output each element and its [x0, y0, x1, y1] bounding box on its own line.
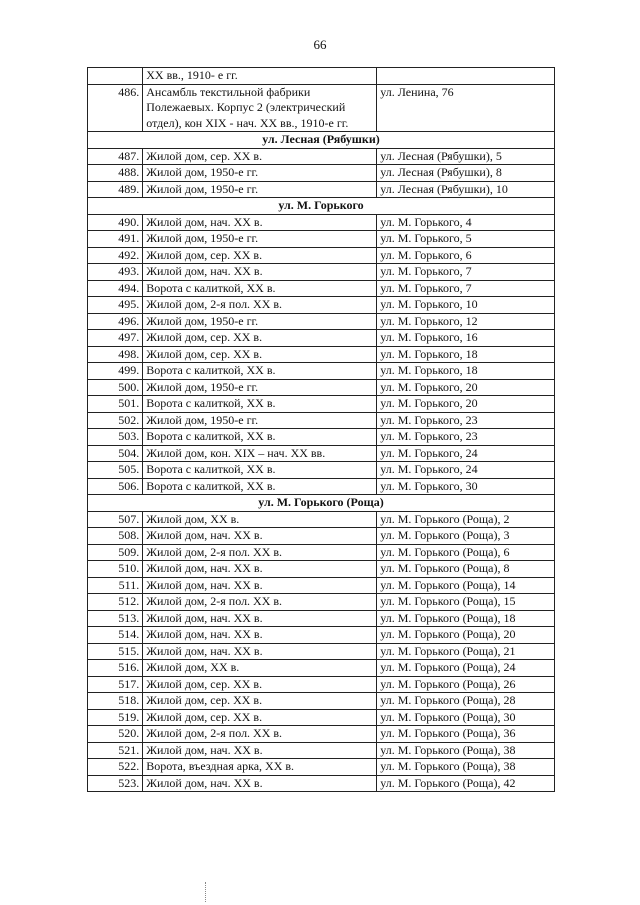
table-row: [88, 247, 555, 264]
object-name: Жилой дом, 1950-е гг.: [143, 412, 377, 429]
object-name: Ворота с калиткой, XX в.: [143, 280, 377, 297]
object-address: ул. М. Горького (Роща), 21: [377, 643, 555, 660]
object-address: ул. М. Горького (Роща), 24: [377, 660, 555, 677]
table-row: [88, 742, 555, 759]
object-address: ул. Лесная (Рябушки), 10: [377, 181, 555, 198]
object-address: ул. М. Горького (Роща), 38: [377, 742, 555, 759]
row-number: 519.: [88, 709, 143, 726]
object-name: Жилой дом, нач. XX в.: [143, 610, 377, 627]
object-address: ул. М. Горького (Роща), 14: [377, 577, 555, 594]
object-address: [377, 68, 555, 85]
object-name: Жилой дом, нач. XX в.: [143, 561, 377, 578]
object-name: Жилой дом, сер. XX в.: [143, 693, 377, 710]
object-name: Жилой дом, сер. XX в.: [143, 247, 377, 264]
object-name: Жилой дом, нач. XX в.: [143, 627, 377, 644]
object-address: ул. М. Горького, 5: [377, 231, 555, 248]
object-address: ул. М. Горького (Роща), 36: [377, 726, 555, 743]
object-address: ул. М. Горького, 7: [377, 280, 555, 297]
section-title: ул. М. Горького (Роща): [88, 495, 555, 512]
object-name: Жилой дом, 1950-е гг.: [143, 313, 377, 330]
object-address: ул. М. Горького (Роща), 15: [377, 594, 555, 611]
object-name: Жилой дом, нач. XX в.: [143, 742, 377, 759]
row-number: 488.: [88, 165, 143, 182]
table-row: [88, 148, 555, 165]
table-row: [88, 709, 555, 726]
object-name: Жилой дом, 2-я пол. XX в.: [143, 726, 377, 743]
row-number: 515.: [88, 643, 143, 660]
table-row: [88, 396, 555, 413]
row-number: 520.: [88, 726, 143, 743]
object-name: Жилой дом, XX в.: [143, 660, 377, 677]
table-row: [88, 462, 555, 479]
row-number: 491.: [88, 231, 143, 248]
row-number: 507.: [88, 511, 143, 528]
row-number: 508.: [88, 528, 143, 545]
object-name: Жилой дом, нач. XX в.: [143, 643, 377, 660]
object-name: Ансамбль текстильной фабрики Полежаевых. Корпус 2 (электрический отдел), кон XIX - нач. XX вв., 1910-е гг.: [143, 84, 377, 132]
table-row: [88, 759, 555, 776]
table-row: [88, 726, 555, 743]
section-title: ул. М. Горького: [88, 198, 555, 215]
table-row: [88, 181, 555, 198]
object-address: ул. М. Горького (Роща), 20: [377, 627, 555, 644]
row-number: 492.: [88, 247, 143, 264]
table-row: [88, 445, 555, 462]
object-name: Жилой дом, сер. XX в.: [143, 676, 377, 693]
object-name: Жилой дом, 1950-е гг.: [143, 379, 377, 396]
table-row: [88, 627, 555, 644]
row-number: 512.: [88, 594, 143, 611]
object-address: ул. М. Горького, 10: [377, 297, 555, 314]
row-number: 495.: [88, 297, 143, 314]
row-number: 518.: [88, 693, 143, 710]
section-header-row: [88, 132, 555, 149]
object-address: ул. М. Горького, 23: [377, 429, 555, 446]
table-row: [88, 528, 555, 545]
object-address: ул. М. Горького, 16: [377, 330, 555, 347]
object-name: Жилой дом, 2-я пол. XX в.: [143, 297, 377, 314]
row-number: 509.: [88, 544, 143, 561]
section-title: ул. Лесная (Рябушки): [88, 132, 555, 149]
object-address: ул. М. Горького, 18: [377, 363, 555, 380]
row-number: 494.: [88, 280, 143, 297]
object-name: Жилой дом, нач. XX в.: [143, 214, 377, 231]
table-row: [88, 610, 555, 627]
table-row: [88, 297, 555, 314]
object-name: Жилой дом, нач. XX в.: [143, 775, 377, 792]
row-number: 523.: [88, 775, 143, 792]
object-address: ул. М. Горького, 7: [377, 264, 555, 281]
object-name: Жилой дом, кон. XIX – нач. XX вв.: [143, 445, 377, 462]
object-address: ул. М. Горького, 4: [377, 214, 555, 231]
object-address: ул. М. Горького, 24: [377, 445, 555, 462]
table-row: [88, 693, 555, 710]
object-name: Жилой дом, нач. XX в.: [143, 264, 377, 281]
object-name: XX вв., 1910- е гг.: [143, 68, 377, 85]
object-address: ул. М. Горького (Роща), 3: [377, 528, 555, 545]
table-row: [88, 478, 555, 495]
object-name: Жилой дом, сер. XX в.: [143, 709, 377, 726]
object-address: ул. М. Горького, 20: [377, 379, 555, 396]
object-name: Жилой дом, сер. XX в.: [143, 330, 377, 347]
row-number: 516.: [88, 660, 143, 677]
object-address: ул. М. Горького, 6: [377, 247, 555, 264]
scan-artifact: [205, 882, 208, 902]
row-number: 497.: [88, 330, 143, 347]
table-row: [88, 594, 555, 611]
object-address: ул. М. Горького (Роща), 38: [377, 759, 555, 776]
object-name: Ворота с калиткой, XX в.: [143, 429, 377, 446]
object-name: Жилой дом, нач. XX в.: [143, 577, 377, 594]
object-address: ул. Лесная (Рябушки), 8: [377, 165, 555, 182]
heritage-registry-table: [87, 67, 555, 792]
row-number: 511.: [88, 577, 143, 594]
table-row: [88, 264, 555, 281]
object-name: Жилой дом, 1950-е гг.: [143, 181, 377, 198]
object-name: Ворота с калиткой, XX в.: [143, 478, 377, 495]
table-row: [88, 68, 555, 85]
table-row: [88, 412, 555, 429]
table-row: [88, 165, 555, 182]
table-row: [88, 660, 555, 677]
object-name: Жилой дом, 2-я пол. XX в.: [143, 544, 377, 561]
row-number: 493.: [88, 264, 143, 281]
object-address: ул. Ленина, 76: [377, 84, 555, 132]
object-name: Жилой дом, 2-я пол. XX в.: [143, 594, 377, 611]
section-header-row: [88, 495, 555, 512]
object-name: Жилой дом, 1950-е гг.: [143, 231, 377, 248]
row-number: 490.: [88, 214, 143, 231]
object-address: ул. М. Горького (Роща), 8: [377, 561, 555, 578]
table-row: [88, 577, 555, 594]
row-number: 505.: [88, 462, 143, 479]
object-address: ул. М. Горького, 20: [377, 396, 555, 413]
row-number: 489.: [88, 181, 143, 198]
object-address: ул. М. Горького (Роща), 26: [377, 676, 555, 693]
row-number: 513.: [88, 610, 143, 627]
page-number: 66: [313, 37, 327, 52]
object-address: ул. М. Горького (Роща), 42: [377, 775, 555, 792]
table-row: [88, 561, 555, 578]
object-name: Жилой дом, сер. XX в.: [143, 346, 377, 363]
object-name: Ворота с калиткой, XX в.: [143, 462, 377, 479]
row-number: 501.: [88, 396, 143, 413]
row-number: 496.: [88, 313, 143, 330]
table-row: [88, 330, 555, 347]
table-row: [88, 643, 555, 660]
object-name: Ворота с калиткой, XX в.: [143, 396, 377, 413]
row-number: 521.: [88, 742, 143, 759]
object-address: ул. М. Горького (Роща), 6: [377, 544, 555, 561]
object-address: ул. М. Горького, 18: [377, 346, 555, 363]
object-address: ул. М. Горького (Роща), 30: [377, 709, 555, 726]
object-name: Жилой дом, XX в.: [143, 511, 377, 528]
row-number: 500.: [88, 379, 143, 396]
table-row: [88, 313, 555, 330]
object-name: Жилой дом, 1950-е гг.: [143, 165, 377, 182]
table-row: [88, 363, 555, 380]
row-number: 487.: [88, 148, 143, 165]
object-name: Ворота с калиткой, XX в.: [143, 363, 377, 380]
table-row: [88, 280, 555, 297]
object-address: ул. М. Горького, 24: [377, 462, 555, 479]
table-row: [88, 214, 555, 231]
row-number: 510.: [88, 561, 143, 578]
object-name: Жилой дом, нач. XX в.: [143, 528, 377, 545]
object-address: ул. М. Горького, 12: [377, 313, 555, 330]
object-address: ул. М. Горького (Роща), 18: [377, 610, 555, 627]
registry-body: [88, 68, 555, 792]
row-number: 498.: [88, 346, 143, 363]
table-row: [88, 429, 555, 446]
table-row: [88, 346, 555, 363]
table-row: [88, 379, 555, 396]
row-number: 506.: [88, 478, 143, 495]
row-number: [88, 68, 143, 85]
object-address: ул. М. Горького (Роща), 28: [377, 693, 555, 710]
row-number: 503.: [88, 429, 143, 446]
row-number: 499.: [88, 363, 143, 380]
row-number: 514.: [88, 627, 143, 644]
object-address: ул. Лесная (Рябушки), 5: [377, 148, 555, 165]
table-row: [88, 231, 555, 248]
object-address: ул. М. Горького, 30: [377, 478, 555, 495]
row-number: 522.: [88, 759, 143, 776]
table-row: [88, 84, 555, 132]
object-name: Жилой дом, сер. XX в.: [143, 148, 377, 165]
row-number: 486.: [88, 84, 143, 132]
table-row: [88, 775, 555, 792]
row-number: 504.: [88, 445, 143, 462]
section-header-row: [88, 198, 555, 215]
row-number: 502.: [88, 412, 143, 429]
row-number: 517.: [88, 676, 143, 693]
table-row: [88, 676, 555, 693]
table-row: [88, 511, 555, 528]
object-address: ул. М. Горького (Роща), 2: [377, 511, 555, 528]
object-address: ул. М. Горького, 23: [377, 412, 555, 429]
table-row: [88, 544, 555, 561]
object-name: Ворота, въездная арка, XX в.: [143, 759, 377, 776]
